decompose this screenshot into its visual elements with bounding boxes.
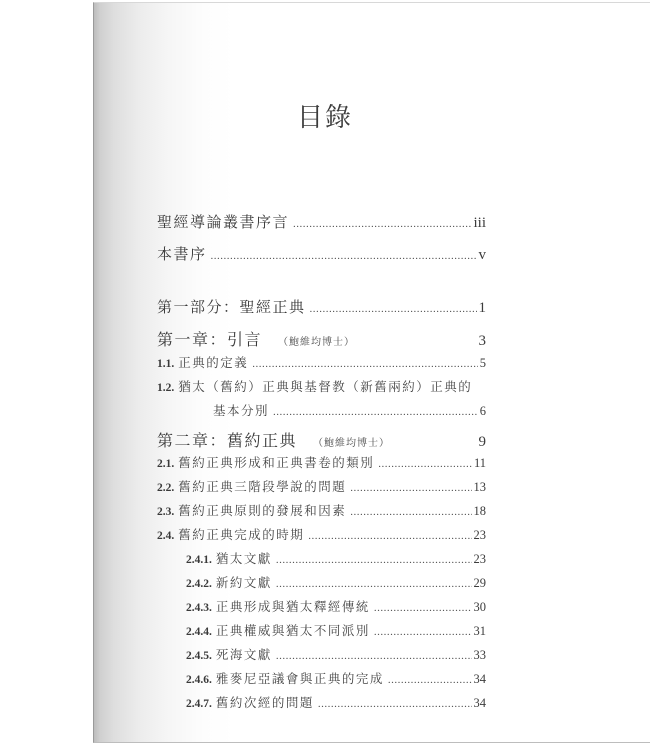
- subsection-number: 2.4.6.: [186, 674, 212, 686]
- entry-page-number: 9: [478, 434, 486, 450]
- dot-leader: [211, 250, 477, 262]
- dot-leader: [310, 303, 477, 315]
- section-title-continuation: 基本分別: [213, 403, 270, 418]
- dot-leader: [318, 698, 472, 710]
- dot-leader: [374, 602, 472, 614]
- dot-leader: [350, 506, 471, 518]
- subsection-title: 正典形成與猶太釋經傳統: [215, 599, 370, 614]
- dot-leader: [273, 406, 478, 418]
- toc-entry-book-preface[interactable]: [157, 243, 486, 264]
- section-title: 舊約正典完成的時期: [178, 527, 305, 542]
- dot-leader: [293, 218, 471, 230]
- toc-entry-section-2-4[interactable]: [157, 524, 486, 543]
- section-number: 1.2.: [157, 382, 175, 394]
- toc-entry-subsection-2-4-5[interactable]: [186, 644, 486, 663]
- entry-page-number: 3: [478, 333, 486, 349]
- entry-page-number: 31: [473, 624, 486, 638]
- entry-page-number: 5: [479, 356, 486, 370]
- section-number: 2.2.: [157, 482, 175, 494]
- toc-entry-subsection-2-4-2[interactable]: [186, 572, 486, 591]
- entry-page-number: 30: [473, 600, 486, 614]
- subsection-title: 猶太文獻: [215, 551, 272, 566]
- subsection-title: 新約文獻: [215, 575, 272, 590]
- toc-entry-subsection-2-4-6[interactable]: [186, 668, 486, 687]
- dot-leader: [276, 554, 472, 566]
- section-title: 正典的定義: [178, 355, 249, 370]
- entry-page-number: 34: [473, 672, 486, 686]
- chapter-label: 第二章：舊約正典: [157, 431, 298, 450]
- subsection-title: 舊約次經的問題: [215, 695, 314, 710]
- dot-leader: [276, 578, 472, 590]
- entry-page-number: 1: [478, 300, 486, 316]
- subsection-number: 2.4.4.: [186, 626, 212, 638]
- toc-entry-subsection-2-4-4[interactable]: [186, 620, 486, 639]
- toc-entry-chapter-one[interactable]: [157, 327, 486, 350]
- subsection-title: 雅麥尼亞議會與正典的完成: [215, 671, 384, 686]
- entry-page-number: 18: [473, 504, 486, 518]
- toc-entry-section-1-2[interactable]: [157, 376, 486, 395]
- subsection-number: 2.4.7.: [186, 698, 212, 710]
- section-title: 舊約正典三階段學說的問題: [178, 479, 347, 494]
- chapter-author: （鮑維均博士）: [313, 438, 391, 449]
- section-number: 2.1.: [157, 458, 175, 470]
- toc-entry-subsection-2-4-7[interactable]: [186, 692, 486, 711]
- toc-entry-part-one[interactable]: [157, 296, 486, 317]
- dot-leader: [350, 482, 471, 494]
- toc-entry-series-preface[interactable]: [157, 211, 486, 232]
- dot-leader: [252, 358, 477, 370]
- entry-page-number: iii: [473, 215, 486, 231]
- subsection-number: 2.4.2.: [186, 578, 212, 590]
- toc-entry-section-1-2-continued[interactable]: [213, 400, 486, 419]
- entry-page-number: 34: [473, 696, 486, 710]
- entry-page-number: 23: [473, 552, 486, 566]
- entry-page-number: 11: [473, 456, 486, 470]
- chapter-author: （鮑維均博士）: [278, 337, 356, 348]
- entry-page-number: 29: [473, 576, 486, 590]
- page-title: 目錄: [296, 103, 353, 133]
- toc-entry-section-2-3[interactable]: [157, 500, 486, 519]
- entry-page-number: 33: [473, 648, 486, 662]
- subsection-number: 2.4.5.: [186, 650, 212, 662]
- dot-leader: [374, 626, 472, 638]
- toc-entry-subsection-2-4-3[interactable]: [186, 596, 486, 615]
- section-title: 猶太（舊約）正典與基督教（新舊兩約）正典的: [178, 379, 473, 394]
- subsection-title: 正典權威與猶太不同派別: [215, 623, 370, 638]
- toc-entry-section-1-1[interactable]: [157, 352, 486, 371]
- chapter-label: 第一章：引言: [157, 330, 263, 349]
- toc-entry-section-2-2[interactable]: [157, 476, 486, 495]
- entry-label: 本書序: [157, 245, 207, 263]
- section-title: 舊約正典原則的發展和因素: [178, 503, 347, 518]
- section-number: 1.1.: [157, 358, 175, 370]
- toc-entry-subsection-2-4-1[interactable]: [186, 548, 486, 567]
- dot-leader: [276, 650, 472, 662]
- dot-leader: [388, 674, 472, 686]
- entry-label: 聖經導論叢書序言: [157, 213, 290, 231]
- dot-leader: [308, 530, 471, 542]
- subsection-title: 死海文獻: [215, 647, 272, 662]
- section-number: 2.3.: [157, 506, 175, 518]
- toc-entry-section-2-1[interactable]: [157, 452, 486, 471]
- subsection-number: 2.4.1.: [186, 554, 212, 566]
- entry-page-number: v: [478, 247, 486, 263]
- subsection-number: 2.4.3.: [186, 602, 212, 614]
- dot-leader: [378, 458, 472, 470]
- entry-page-number: 23: [473, 528, 486, 542]
- entry-page-number: 13: [473, 480, 486, 494]
- entry-page-number: 6: [479, 404, 486, 418]
- entry-label: 第一部分：聖經正典: [157, 298, 306, 316]
- toc-entry-chapter-two[interactable]: [157, 428, 486, 451]
- section-number: 2.4.: [157, 530, 175, 542]
- section-title: 舊約正典形成和正典書卷的類別: [178, 455, 375, 470]
